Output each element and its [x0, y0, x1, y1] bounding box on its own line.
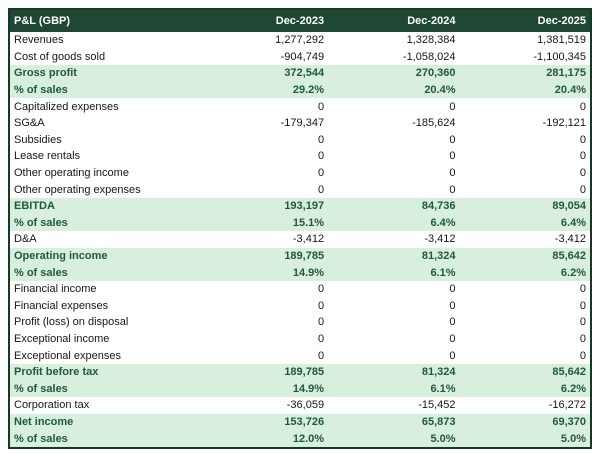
cell-value: 29.2% [197, 82, 328, 99]
cell-value: 189,785 [197, 248, 328, 265]
pl-table [8, 8, 592, 449]
table-row [9, 231, 591, 248]
table-row [9, 198, 591, 215]
cell-value: 6.2% [460, 264, 591, 281]
row-label: Financial income [9, 281, 197, 298]
cell-value: 0 [197, 314, 328, 331]
cell-value: -3,412 [460, 231, 591, 248]
table-row [9, 430, 591, 448]
cell-value: 6.4% [460, 215, 591, 232]
table-row [9, 49, 591, 66]
column-header-dec-2025: Dec-2025 [460, 9, 591, 32]
cell-value: 0 [328, 148, 459, 165]
cell-value: 0 [197, 98, 328, 115]
cell-value: -3,412 [197, 231, 328, 248]
table-row [9, 215, 591, 232]
cell-value: 15.1% [197, 215, 328, 232]
cell-value: 270,360 [328, 65, 459, 82]
row-label: Operating income [9, 248, 197, 265]
cell-value: 1,381,519 [460, 32, 591, 49]
row-label: Gross profit [9, 65, 197, 82]
column-header-dec-2023: Dec-2023 [197, 9, 328, 32]
cell-value: 1,328,384 [328, 32, 459, 49]
cell-value: 0 [460, 181, 591, 198]
cell-value: 0 [328, 298, 459, 315]
table-row [9, 165, 591, 182]
table-row [9, 298, 591, 315]
cell-value: 20.4% [328, 82, 459, 99]
table-row [9, 115, 591, 132]
pl-table-header [9, 9, 591, 32]
cell-value: -36,059 [197, 397, 328, 414]
cell-value: 0 [460, 298, 591, 315]
cell-value: 14.9% [197, 264, 328, 281]
cell-value: -192,121 [460, 115, 591, 132]
cell-value: 0 [197, 281, 328, 298]
row-label: D&A [9, 231, 197, 248]
cell-value: 5.0% [460, 430, 591, 448]
cell-value: 5.0% [328, 430, 459, 448]
table-row [9, 32, 591, 49]
table-row [9, 314, 591, 331]
cell-value: 372,544 [197, 65, 328, 82]
cell-value: 65,873 [328, 414, 459, 431]
cell-value: 0 [460, 314, 591, 331]
table-row [9, 380, 591, 397]
row-label: SG&A [9, 115, 197, 132]
pl-statement-table [8, 8, 592, 449]
table-row [9, 281, 591, 298]
row-label: % of sales [9, 215, 197, 232]
cell-value: 85,642 [460, 364, 591, 381]
row-label: Lease rentals [9, 148, 197, 165]
cell-value: 0 [328, 98, 459, 115]
cell-value: 0 [460, 148, 591, 165]
row-label: Corporation tax [9, 397, 197, 414]
cell-value: 0 [460, 281, 591, 298]
row-label: Exceptional expenses [9, 347, 197, 364]
table-row [9, 397, 591, 414]
row-label: Profit before tax [9, 364, 197, 381]
cell-value: 0 [460, 331, 591, 348]
table-row [9, 132, 591, 149]
header-row [9, 9, 591, 32]
cell-value: 6.4% [328, 215, 459, 232]
row-label: Capitalized expenses [9, 98, 197, 115]
row-label: Profit (loss) on disposal [9, 314, 197, 331]
cell-value: 0 [197, 181, 328, 198]
table-row [9, 98, 591, 115]
cell-value: 0 [197, 148, 328, 165]
cell-value: 6.1% [328, 264, 459, 281]
table-row [9, 248, 591, 265]
cell-value: 0 [328, 347, 459, 364]
cell-value: 14.9% [197, 380, 328, 397]
table-title: P&L (GBP) [9, 9, 197, 32]
cell-value: -3,412 [328, 231, 459, 248]
cell-value: 0 [328, 165, 459, 182]
cell-value: 0 [460, 165, 591, 182]
table-row [9, 364, 591, 381]
cell-value: 0 [460, 132, 591, 149]
cell-value: 85,642 [460, 248, 591, 265]
table-row [9, 65, 591, 82]
cell-value: 0 [328, 181, 459, 198]
row-label: % of sales [9, 82, 197, 99]
cell-value: -15,452 [328, 397, 459, 414]
cell-value: 6.2% [460, 380, 591, 397]
table-row [9, 264, 591, 281]
row-label: Subsidies [9, 132, 197, 149]
column-header-dec-2024: Dec-2024 [328, 9, 459, 32]
cell-value: 0 [197, 165, 328, 182]
pl-table-body [9, 32, 591, 448]
cell-value: 81,324 [328, 364, 459, 381]
row-label: Revenues [9, 32, 197, 49]
table-row [9, 82, 591, 99]
row-label: Exceptional income [9, 331, 197, 348]
cell-value: -179,347 [197, 115, 328, 132]
cell-value: 6.1% [328, 380, 459, 397]
row-label: EBITDA [9, 198, 197, 215]
cell-value: -1,100,345 [460, 49, 591, 66]
table-row [9, 414, 591, 431]
cell-value: 69,370 [460, 414, 591, 431]
cell-value: 193,197 [197, 198, 328, 215]
cell-value: 0 [328, 281, 459, 298]
cell-value: 0 [197, 331, 328, 348]
row-label: % of sales [9, 430, 197, 448]
cell-value: 0 [460, 98, 591, 115]
table-row [9, 148, 591, 165]
cell-value: 0 [328, 132, 459, 149]
row-label: Net income [9, 414, 197, 431]
row-label: Other operating expenses [9, 181, 197, 198]
cell-value: 1,277,292 [197, 32, 328, 49]
cell-value: 0 [197, 298, 328, 315]
cell-value: 81,324 [328, 248, 459, 265]
row-label: Cost of goods sold [9, 49, 197, 66]
cell-value: 84,736 [328, 198, 459, 215]
cell-value: 189,785 [197, 364, 328, 381]
cell-value: -904,749 [197, 49, 328, 66]
row-label: % of sales [9, 264, 197, 281]
cell-value: 153,726 [197, 414, 328, 431]
cell-value: -1,058,024 [328, 49, 459, 66]
cell-value: 0 [328, 314, 459, 331]
cell-value: -185,624 [328, 115, 459, 132]
cell-value: 20.4% [460, 82, 591, 99]
row-label: Other operating income [9, 165, 197, 182]
cell-value: 89,054 [460, 198, 591, 215]
table-row [9, 347, 591, 364]
table-row [9, 331, 591, 348]
cell-value: 0 [460, 347, 591, 364]
cell-value: 0 [328, 331, 459, 348]
table-row [9, 181, 591, 198]
row-label: Financial expenses [9, 298, 197, 315]
cell-value: -16,272 [460, 397, 591, 414]
row-label: % of sales [9, 380, 197, 397]
cell-value: 281,175 [460, 65, 591, 82]
cell-value: 0 [197, 132, 328, 149]
cell-value: 0 [197, 347, 328, 364]
cell-value: 12.0% [197, 430, 328, 448]
